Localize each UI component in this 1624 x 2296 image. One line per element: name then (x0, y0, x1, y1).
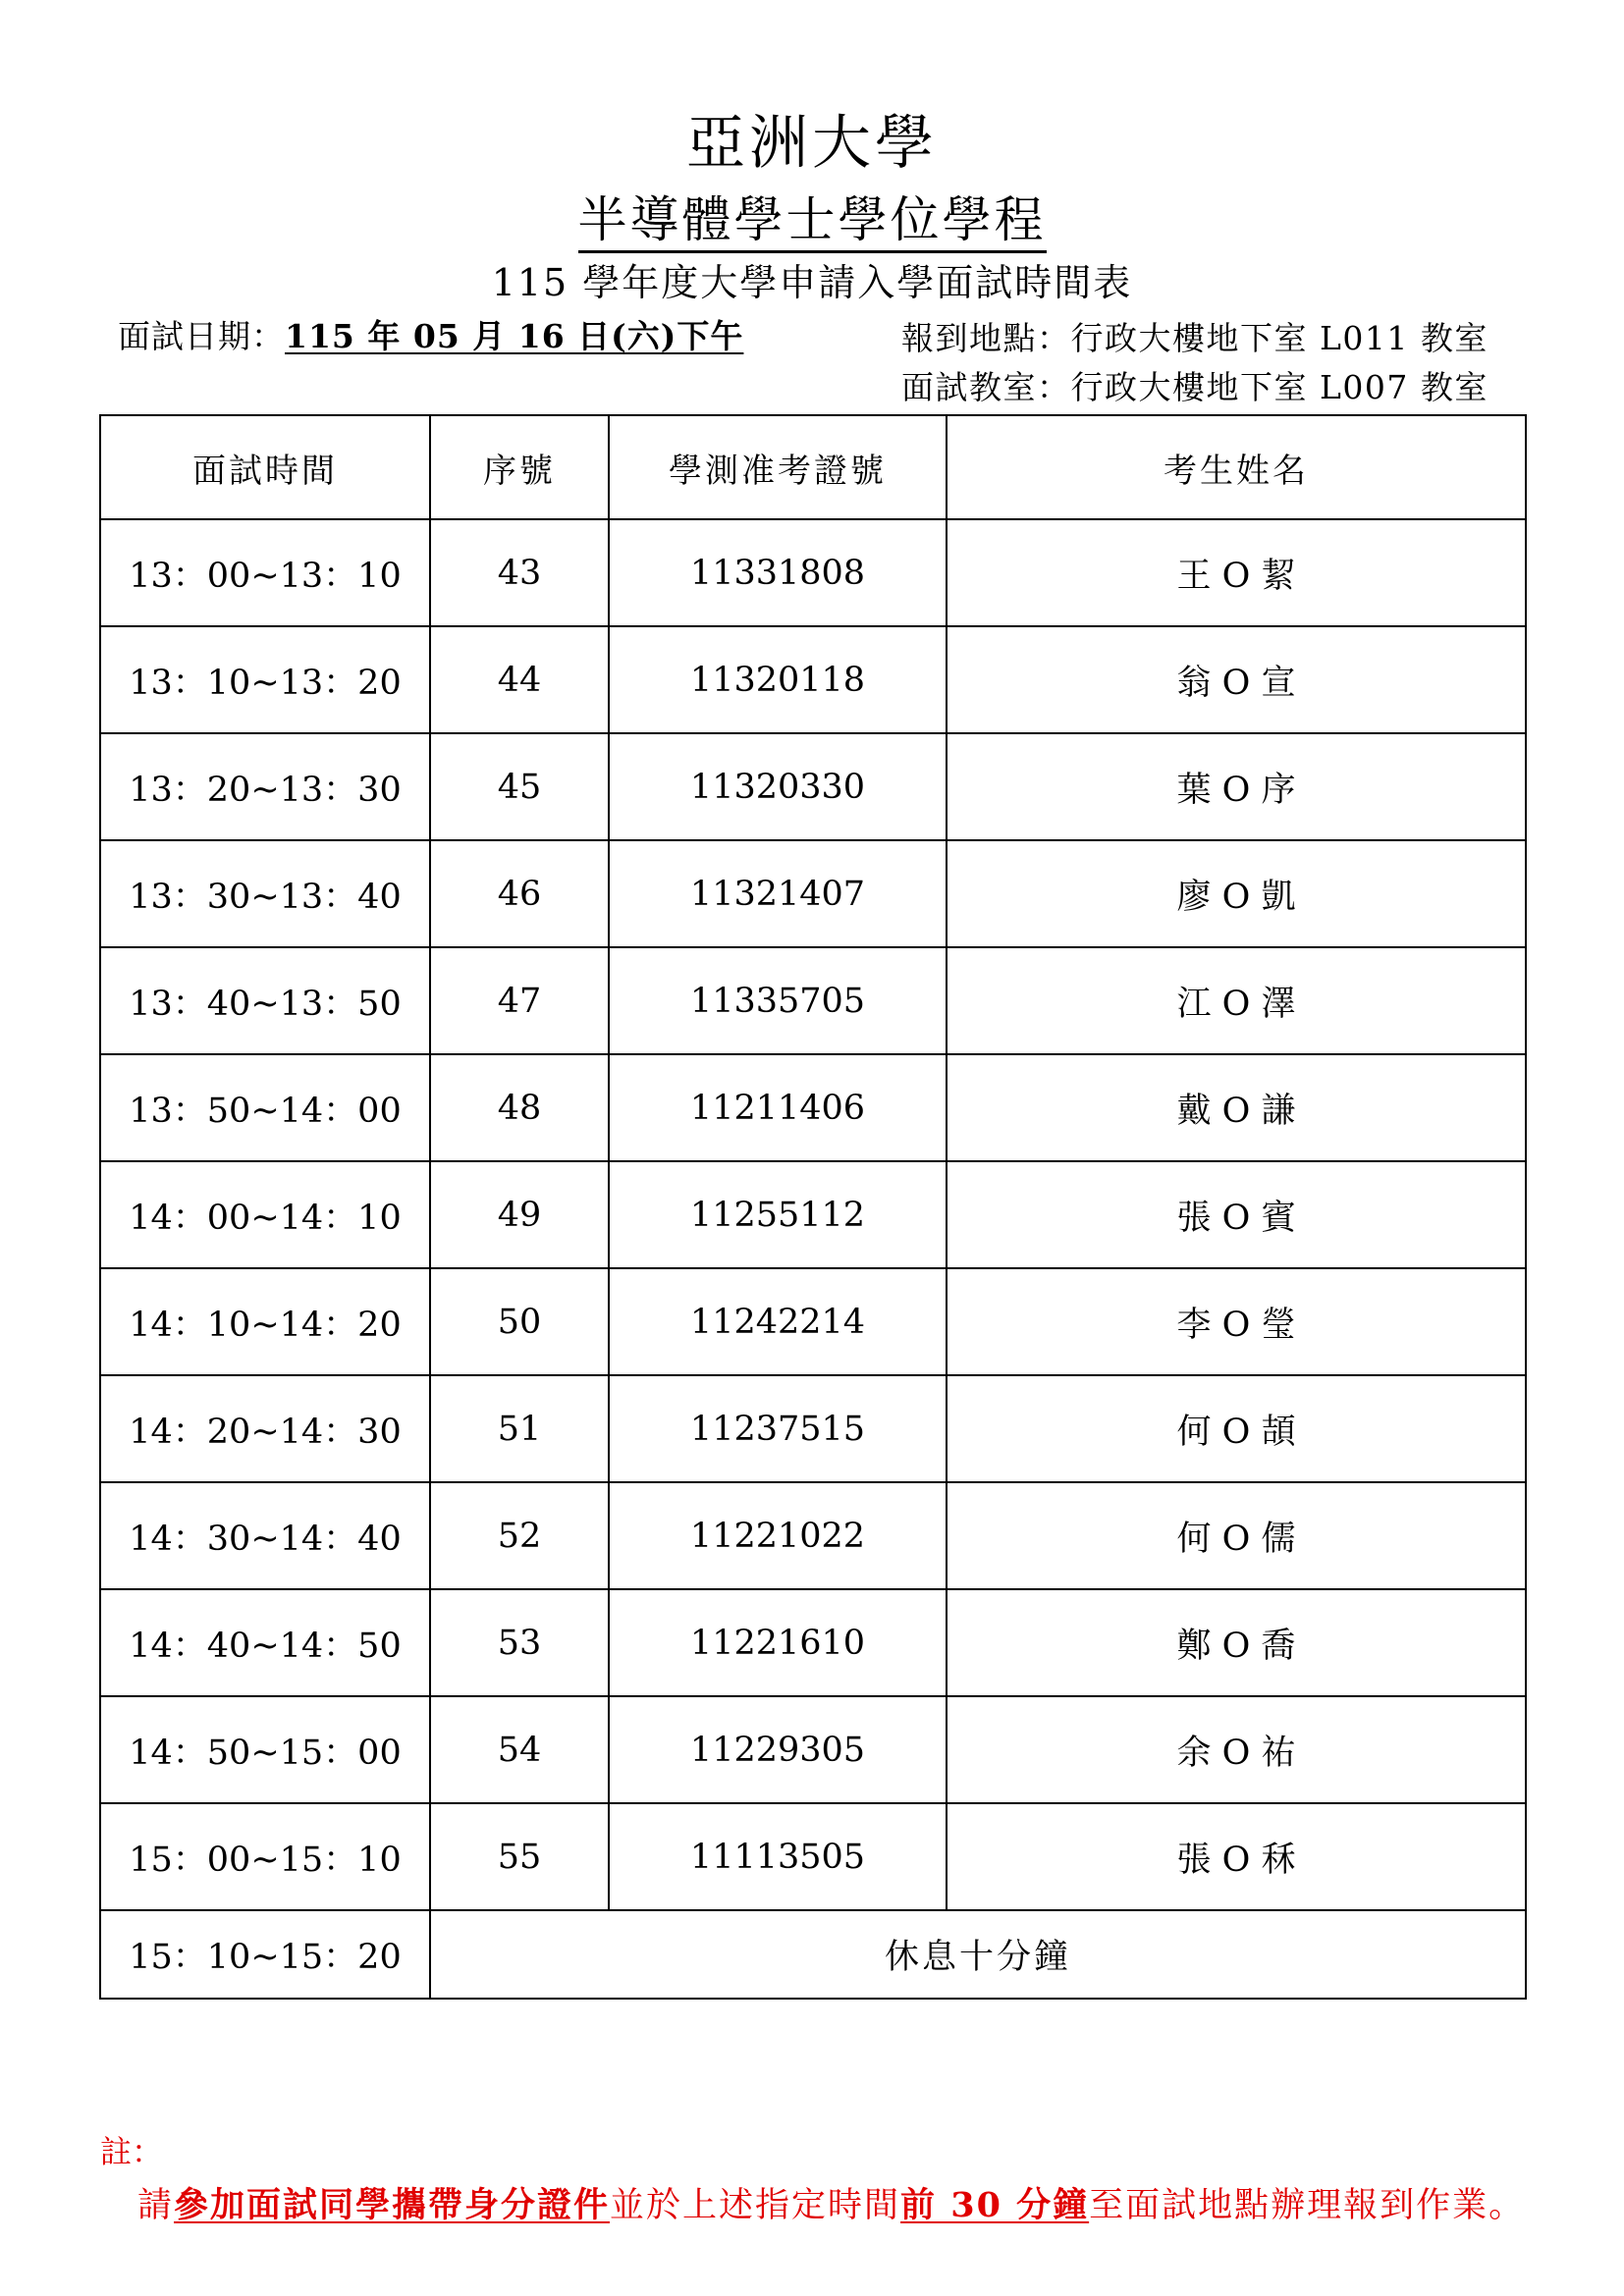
cell-name: 余 O 祐 (947, 1696, 1526, 1803)
table-row (100, 733, 1526, 840)
cell-name: 鄭 O 喬 (947, 1589, 1526, 1696)
date-value: 115 年 05 月 16 日(六)下午 (285, 317, 744, 355)
cell-exam-no: 11113505 (609, 1803, 947, 1910)
table-row (100, 1589, 1526, 1696)
cell-seq: 43 (430, 519, 609, 626)
interview-date (118, 314, 743, 359)
cell-seq: 55 (430, 1803, 609, 1910)
cell-name: 何 O 頡 (947, 1375, 1526, 1482)
cell-exam-no: 11331808 (609, 519, 947, 626)
cell-time: 13：00~13：10 (100, 519, 430, 626)
cell-seq: 47 (430, 947, 609, 1054)
checkin-location (901, 314, 1489, 363)
program-title: 半導體學士學位學程 (578, 191, 1047, 253)
program-title-wrapper (0, 188, 1624, 251)
table-row (100, 1696, 1526, 1803)
table-row (100, 1161, 1526, 1268)
cell-time: 13：50~14：00 (100, 1054, 430, 1161)
cell-exam-no: 11320330 (609, 733, 947, 840)
cell-seq: 45 (430, 733, 609, 840)
cell-time: 13：20~13：30 (100, 733, 430, 840)
break-row (100, 1910, 1526, 1999)
cell-exam-no: 11335705 (609, 947, 947, 1054)
checkin-value: 行政大樓地下室 L011 教室 (1070, 319, 1489, 357)
cell-exam-no: 11229305 (609, 1696, 947, 1803)
cell-name: 王 O 絜 (947, 519, 1526, 626)
note-text (137, 2181, 1525, 2230)
cell-seq: 46 (430, 840, 609, 947)
table-row (100, 947, 1526, 1054)
cell-name: 張 O 秝 (947, 1803, 1526, 1910)
header-time: 面試時間 (100, 415, 430, 519)
cell-seq: 50 (430, 1268, 609, 1375)
cell-exam-no: 11237515 (609, 1375, 947, 1482)
note-part5: 至面試地點辦理報到作業。 (1089, 2186, 1526, 2225)
cell-name: 葉 O 序 (947, 733, 1526, 840)
cell-name: 江 O 澤 (947, 947, 1526, 1054)
cell-seq: 53 (430, 1589, 609, 1696)
note-part3: 並於上述指定時間 (610, 2186, 901, 2225)
cell-exam-no: 11321407 (609, 840, 947, 947)
header-name: 考生姓名 (947, 415, 1526, 519)
note-label: 註： (100, 2133, 164, 2170)
table-row (100, 626, 1526, 733)
table-row (100, 1268, 1526, 1375)
cell-exam-no: 11221610 (609, 1589, 947, 1696)
note-part4: 前 30 分鐘 (900, 2185, 1090, 2225)
header-exam-no: 學測准考證號 (609, 415, 947, 519)
cell-name: 何 O 儒 (947, 1482, 1526, 1589)
table-row (100, 1054, 1526, 1161)
cell-seq: 49 (430, 1161, 609, 1268)
room-label: 面試教室： (901, 368, 1071, 406)
cell-exam-no: 11242214 (609, 1268, 947, 1375)
table-row (100, 840, 1526, 947)
cell-exam-no: 11255112 (609, 1161, 947, 1268)
cell-time: 15：00~15：10 (100, 1803, 430, 1910)
table-row (100, 519, 1526, 626)
table-row (100, 1482, 1526, 1589)
date-label: 面試日期： (118, 317, 285, 355)
table-row (100, 1375, 1526, 1482)
table-header-row (100, 415, 1526, 519)
table-row (100, 1803, 1526, 1910)
interview-schedule-table (99, 414, 1527, 2000)
checkin-label: 報到地點： (901, 319, 1071, 357)
cell-name: 戴 O 謙 (947, 1054, 1526, 1161)
university-title: 亞洲大學 (686, 109, 938, 178)
break-text: 休息十分鐘 (430, 1910, 1526, 1999)
cell-exam-no: 11221022 (609, 1482, 947, 1589)
cell-time: 14：30~14：40 (100, 1482, 430, 1589)
cell-seq: 54 (430, 1696, 609, 1803)
header-seq: 序號 (430, 415, 609, 519)
break-time: 15：10~15：20 (100, 1910, 430, 1999)
room-value: 行政大樓地下室 L007 教室 (1070, 368, 1489, 406)
table-body (100, 519, 1526, 1999)
cell-time: 14：00~14：10 (100, 1161, 430, 1268)
cell-name: 李 O 瑩 (947, 1268, 1526, 1375)
cell-name: 廖 O 凱 (947, 840, 1526, 947)
schedule-caption: 115 學年度大學申請入學面試時間表 (491, 261, 1133, 304)
interview-room (901, 363, 1489, 412)
location-info (901, 314, 1489, 412)
cell-time: 14：40~14：50 (100, 1589, 430, 1696)
cell-exam-no: 11320118 (609, 626, 947, 733)
note-part1: 請 (137, 2186, 175, 2225)
cell-seq: 44 (430, 626, 609, 733)
cell-time: 13：10~13：20 (100, 626, 430, 733)
cell-seq: 51 (430, 1375, 609, 1482)
cell-time: 14：50~15：00 (100, 1696, 430, 1803)
cell-time: 13：30~13：40 (100, 840, 430, 947)
cell-seq: 48 (430, 1054, 609, 1161)
cell-time: 14：20~14：30 (100, 1375, 430, 1482)
cell-seq: 52 (430, 1482, 609, 1589)
note-part2: 參加面試同學攜帶身分證件 (174, 2185, 611, 2225)
cell-time: 13：40~13：50 (100, 947, 430, 1054)
cell-time: 14：10~14：20 (100, 1268, 430, 1375)
cell-name: 翁 O 宣 (947, 626, 1526, 733)
cell-name: 張 O 賓 (947, 1161, 1526, 1268)
cell-exam-no: 11211406 (609, 1054, 947, 1161)
